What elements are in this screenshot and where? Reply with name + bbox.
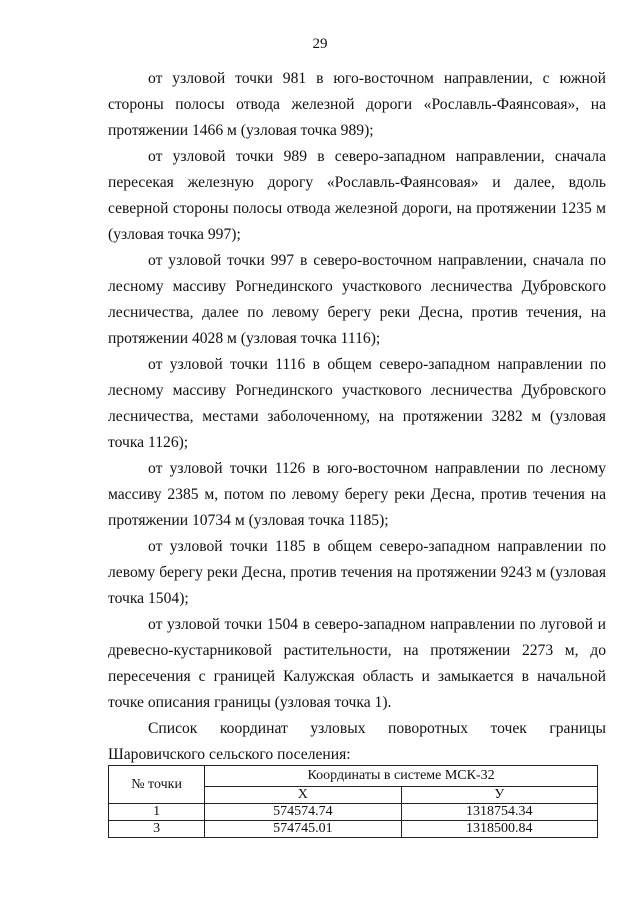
paragraph-boundary-981: от узловой точки 981 в юго-восточном направлении, с южной стороны полосы отвода железной дороги «Рославль-Фаянсовая», на протяжении 1466 м (узловая точка 989);: [108, 70, 606, 139]
header-x: X: [205, 787, 401, 804]
paragraph-boundary-1126: от узловой точки 1126 в юго-восточном направлении по лесному массиву 2385 м, потом по левому берегу реки Десна, против течения на протяжении 10734 м (узловая точка 1185);: [108, 460, 606, 529]
cell-x: 574574.74: [205, 804, 401, 821]
paragraph-boundary-1185: от узловой точки 1185 в общем северо-западном направлении по левому берегу реки Десна, против течения на протяжении 9243 м (узловая точка 1504);: [108, 538, 606, 607]
header-coordinate-system: Координаты в системе МСК-32: [205, 766, 598, 787]
header-y: У: [401, 787, 597, 804]
coordinates-table: [108, 765, 598, 838]
paragraph-boundary-989: от узловой точки 989 в северо-западном направлении, сначала пересекая железную дорогу «Рославль-Фаянсовая» и далее, вдоль северной стороны полосы отвода железной дороги, на протяжении 1235 м (узловая точка 997);: [108, 148, 606, 243]
table-header-row: [109, 766, 598, 787]
cell-x: 574745.01: [205, 821, 401, 838]
body-text: [108, 66, 606, 768]
paragraph-coordinates-intro: Список координат узловых поворотных точек границы Шаровичского сельского поселения:: [108, 720, 606, 763]
cell-y: 1318500.84: [401, 821, 597, 838]
table-row: [109, 804, 598, 821]
paragraph-boundary-997: от узловой точки 997 в северо-восточном направлении, сначала по лесному массиву Рогнединского участкового лесничества Дубровского лесничества, далее по левому берегу реки Десна, против течения, на протяжении 4028 м (узловая точка 1116);: [108, 252, 606, 347]
table-row: [109, 821, 598, 838]
paragraph-boundary-1504: от узловой точки 1504 в северо-западном направлении по луговой и древесно-кустарниковой растительности, на протяжении 2273 м, до пересечения с границей Калужская область и замыкается в начальной точке описания границы (узловая точка 1).: [108, 616, 606, 711]
cell-point: 1: [109, 804, 205, 821]
cell-point: 3: [109, 821, 205, 838]
cell-y: 1318754.34: [401, 804, 597, 821]
paragraph-boundary-1116: от узловой точки 1116 в общем северо-западном направлении по лесному массиву Рогнединского участкового лесничества Дубровского лесничества, местами заболоченному, на протяжении 3282 м (узловая точка 1126);: [108, 356, 606, 451]
page-number: 29: [312, 36, 328, 52]
header-point-number: № точки: [109, 766, 205, 804]
